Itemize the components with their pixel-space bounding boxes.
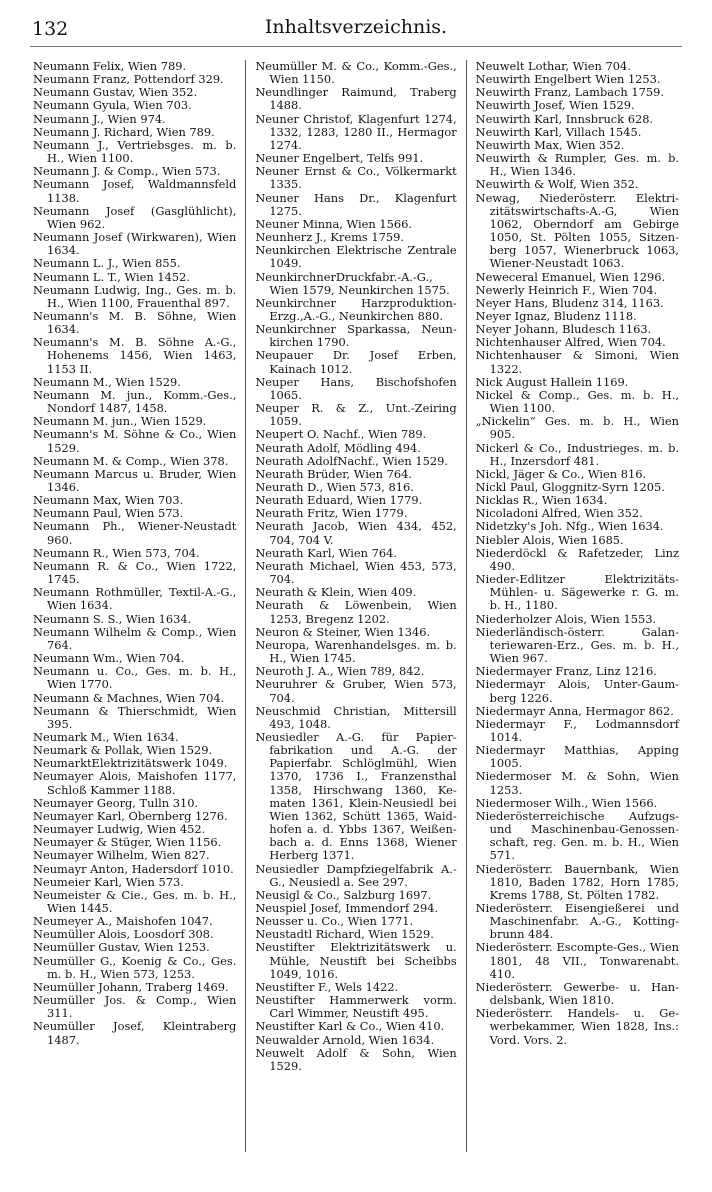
index-entry: Nick August Hallein 1169.: [475, 374, 629, 389]
index-entry: Neumann Wilhelm & Comp., Wien 764.: [33, 624, 237, 652]
index-entry: Niederholzer Alois, Wien 1553.: [475, 611, 657, 626]
column-divider: [466, 60, 467, 1152]
index-entry: Niederösterr. Gewerbe- u. Handelsbank, Wien 1810.: [475, 979, 679, 1008]
index-entry: Neuwirth Franz, Lambach 1759.: [475, 85, 664, 100]
index-entry: Neurath Karl, Wien 764.: [255, 545, 397, 560]
index-entry: Neurath Brüder, Wien 764.: [255, 466, 412, 481]
index-entry: Neustifter F., Wels 1422.: [255, 979, 399, 994]
index-entry: Neumann J. Richard, Wien 789.: [33, 124, 215, 139]
index-entry: Neustifter Hammerwerk vorm. Carl Wimmer, Neustift 495.: [255, 993, 457, 1021]
index-entry: Neurath Adolf, Mödling 494.: [255, 440, 421, 455]
index-entry: Neumann Josef (Wirkwaren), Wien 1634.: [33, 230, 237, 258]
index-entry: Neumark & Pollak, Wien 1529.: [33, 743, 213, 758]
index-entry: Neumann Gyula, Wien 703.: [33, 98, 192, 113]
index-entry: Neumann R. & Co., Wien 1722, 1745.: [33, 558, 237, 587]
index-entry: Neyer Johann, Bludesch 1163.: [475, 322, 652, 337]
index-entry: Neweceral Emanuel, Wien 1296.: [475, 269, 666, 284]
index-entry: Nicklas R., Wien 1634.: [475, 493, 608, 508]
index-entry: Neumayer Georg, Tulln 310.: [33, 795, 199, 810]
index-entry: Neumann M. jun., Komm.-Ges., Nondorf 1487, 1458.: [33, 387, 237, 416]
index-entry: Neuwirth Karl, Innsbruck 628.: [475, 111, 654, 126]
index-entry: Neustadtl Richard, Wien 1529.: [255, 927, 434, 942]
index-entry: Neumann Marcus u. Bruder, Wien 1346.: [33, 466, 237, 494]
index-entry: Neumann R., Wien 573, 704.: [33, 545, 200, 560]
index-entry: Neumann & Thierschmidt, Wien 395.: [33, 703, 237, 731]
index-entry: Neuschmid Christian, Mittersill 493, 1048.: [255, 703, 457, 731]
index-entry: Neusser u. Co., Wien 1771.: [255, 914, 414, 929]
index-entry: Niederösterr. Bauernbank, Wien 1810, Baden 1782, Horn 1785, Krems 1788, St. Pölten 1782.: [475, 861, 679, 902]
index-entry: Neuwirth Josef, Wien 1529.: [475, 98, 635, 113]
index-entry: Neuwirth Engelbert Wien 1253.: [475, 72, 661, 87]
index-entry: Neumann J. & Comp., Wien 573.: [33, 164, 221, 179]
index-entry: Neunkirchen Elektrische Zentrale 1049.: [255, 243, 457, 271]
index-column-3: [473, 60, 682, 1180]
index-entry: Neumann's M. B. Söhne, Wien 1634.: [33, 308, 237, 337]
index-entry: Neumann S. S., Wien 1634.: [33, 611, 192, 626]
index-entry: Neurath D., Wien 573, 816.: [255, 480, 414, 494]
index-entry: Neupauer Dr. Josef Erben, Kainach 1012.: [255, 348, 457, 376]
index-entry: Nickl Paul, Gloggnitz-Syrn 1205.: [475, 480, 665, 494]
index-entry: Niederösterr. Handels- u. Gewerbekammer, Wien 1828, Ins.: Vord. Vors. 2.: [475, 1006, 679, 1047]
index-entry: Neumayer Ludwig, Wien 452.: [33, 822, 206, 837]
index-entry: Neunherz J., Krems 1759.: [255, 230, 404, 245]
index-entry: Neuwirth & Wolf, Wien 352.: [475, 177, 639, 192]
index-entry: Niedermayr Alois, Unter-Gaumberg 1226.: [475, 677, 679, 705]
index-entry: Neusiedler A.-G. für Papierfabrikation und A.-G. der Papierfabr. Schlöglmühl, Wien 1370, 1736 I., Franzensthal 1358, Hirschwang 1360, Kematen 1361, Klein-Neusiedl bei Wien 1362, Schütt 1365, Waidhofen a. d. Ybbs 1367, Weißenbach a. d. Enns 1368, Wiener Herberg 1371.: [255, 729, 457, 863]
index-entry: Neumüller Jos. & Comp., Wien 311.: [33, 993, 237, 1021]
index-entry: Neumann Ph., Wiener-Neustadt 960.: [33, 519, 237, 547]
index-entry: Nickerl & Co., Industrieges. m. b. H., Inzersdorf 481.: [475, 440, 679, 468]
index-entry: Neumann Wm., Wien 704.: [33, 651, 185, 666]
index-entry: Neumeyer A., Maishofen 1047.: [33, 914, 213, 929]
index-entry: Niedermayer Franz, Linz 1216.: [475, 664, 657, 679]
index-entry: Neurath AdolfNachf., Wien 1529.: [255, 453, 448, 468]
index-entry: Neumann's M. B. Söhne A.-G., Hohenems 1456, Wien 1463, 1153 II.: [33, 335, 237, 376]
index-entry: Niedermayr Anna, Hermagor 862.: [475, 703, 674, 718]
index-entry: Niederösterr. Escompte-Ges., Wien 1801, 48 VII., Tonwarenabt. 410.: [475, 940, 679, 981]
index-entry: Neuper Hans, Bischofshofen 1065.: [255, 374, 457, 402]
index-entry: Nickel & Comp., Ges. m. b. H., Wien 1100.: [475, 387, 679, 416]
index-entry: Nichtenhauser Alfred, Wien 704.: [475, 335, 666, 350]
index-entry: Neumann J., Vertriebsges. m. b. H., Wien 1100.: [33, 137, 237, 166]
index-entry: Neuwirth & Rumpler, Ges. m. b. H., Wien 1346.: [475, 151, 679, 179]
index-column-2: [252, 60, 459, 1180]
index-entry: Neumayer & Stüger, Wien 1156.: [33, 835, 222, 850]
index-entry: NeunkirchnerDruckfabr.-A.-G., Wien 1579, Neunkirchen 1575.: [255, 269, 450, 297]
index-entry: Neuner Ernst & Co., Völkermarkt 1335.: [255, 164, 457, 192]
index-entry: Neustifter Karl & Co., Wien 410.: [255, 1019, 445, 1034]
index-entry: Neuroth J. A., Wien 789, 842.: [255, 664, 425, 679]
index-entry: Niedermoser Wilh., Wien 1566.: [475, 795, 658, 810]
index-entry: Neumann & Machnes, Wien 704.: [33, 690, 225, 705]
index-entry: Neumann M. & Comp., Wien 378.: [33, 453, 229, 468]
index-entry: Neuruhrer & Gruber, Wien 573, 704.: [255, 677, 457, 705]
index-entry: Neumann J., Wien 974.: [33, 111, 166, 126]
index-entry: Neustifter Elektrizitätswerk u. Mühle, Neustift bei Scheibbs 1049, 1016.: [255, 940, 457, 981]
index-entry: Neumayer Wilhelm, Wien 827.: [33, 848, 210, 863]
index-entry: Neuwelt Lothar, Wien 704.: [475, 59, 631, 73]
index-entry: Neurath Jacob, Wien 434, 452, 704, 704 V.: [255, 519, 457, 547]
index-entry: Neumann Felix, Wien 789.: [33, 59, 187, 73]
index-entry: Neuwelt Adolf & Sohn, Wien 1529.: [255, 1045, 457, 1073]
index-entry: Neusiedler Dampfziegelfabrik A.-G., Neusiedl a. See 297.: [255, 861, 457, 889]
index-entry: Neumann Josef, Waldmannsfeld 1138.: [33, 177, 237, 205]
index-entry: Neuner Christof, Klagenfurt 1274, 1332, 1283, 1280 II., Hermagor 1274.: [255, 111, 457, 152]
index-entry: Neurath Fritz, Wien 1779.: [255, 506, 408, 521]
index-entry: Neumark M., Wien 1634.: [33, 729, 179, 744]
index-entry: Neurath Eduard, Wien 1779.: [255, 493, 423, 508]
index-entry: Neuropa, Warenhandelsges. m. b. H., Wien 1745.: [255, 637, 457, 666]
index-entry: Neumann Franz, Pottendorf 329.: [33, 72, 224, 87]
index-entry: Nieder-Edlitzer Elektrizitäts-Mühlen- u. Sägewerke r. G. m. b. H., 1180.: [475, 572, 679, 613]
index-entry: Neunkirchner Sparkassa, Neunkirchen 1790.: [255, 322, 457, 350]
index-entry: Neyer Ignaz, Bludenz 1118.: [475, 308, 637, 323]
index-entry: Neumüller Johann, Traberg 1469.: [33, 979, 229, 994]
index-entry: Neurath Michael, Wien 453, 573, 704.: [255, 558, 457, 587]
index-entry: Neumüller Alois, Loosdorf 308.: [33, 927, 214, 942]
index-entry: Neumann L. T., Wien 1452.: [33, 269, 190, 284]
index-entry: „Nickelin“ Ges. m. b. H., Wien 905.: [475, 414, 679, 442]
index-entry: Niedermayr Matthias, Apping 1005.: [475, 743, 679, 771]
index-entry: Niederösterr. Eisengießerei und Maschinenfabr. A.-G., Kottingbrunn 484.: [475, 901, 679, 942]
column-divider: [245, 60, 246, 1152]
index-entry: Neuspiel Josef, Immendorf 294.: [255, 901, 439, 915]
index-entry: Newerly Heinrich F., Wien 704.: [475, 282, 658, 297]
index-entry: Nicoladoni Alfred, Wien 352.: [475, 506, 643, 521]
index-entry: Neumann Max, Wien 703.: [33, 493, 184, 508]
index-columns: [30, 60, 682, 1180]
index-entry: Neuper R. & Z., Unt.-Zeiring 1059.: [255, 401, 457, 429]
index-entry: Neuron & Steiner, Wien 1346.: [255, 624, 431, 639]
index-entry: Neuner Minna, Wien 1566.: [255, 216, 412, 231]
index-entry: Neumann Gustav, Wien 352.: [33, 85, 198, 100]
index-entry: Neumeier Karl, Wien 573.: [33, 874, 184, 889]
index-entry: Neumann Josef (Gasglühlicht), Wien 962.: [33, 203, 237, 231]
index-entry: Neumayer Alois, Maishofen 1177, Schloß Kammer 1188.: [33, 769, 237, 797]
index-entry: Neupert O. Nachf., Wien 789.: [255, 427, 427, 442]
index-entry: Neumüller G., Koenig & Co., Ges. m. b. H., Wien 573, 1253.: [33, 953, 237, 981]
index-entry: Neumann Paul, Wien 573.: [33, 506, 184, 521]
index-entry: Neumüller Gustav, Wien 1253.: [33, 940, 210, 955]
index-entry: Niederdöckl & Rafetzeder, Linz 490.: [475, 545, 679, 573]
page-title: Inhaltsverzeichnis.: [264, 16, 448, 38]
index-entry: Neuwirth Max, Wien 352.: [475, 137, 625, 152]
index-entry: Neumüller Josef, Kleintraberg 1487.: [33, 1019, 237, 1047]
index-entry: Niederländisch-österr. Galanteriewaren-Erz., Ges. m. b. H., Wien 967.: [475, 624, 679, 666]
index-entry: Neumüller M. & Co., Komm.-Ges., Wien 1150.: [255, 59, 457, 87]
index-entry: Neumann Ludwig, Ing., Ges. m. b. H., Wien 1100, Frauenthal 897.: [33, 282, 237, 310]
index-column-1: [30, 60, 239, 1180]
index-entry: Neuner Hans Dr., Klagenfurt 1275.: [255, 190, 457, 218]
index-entry: Neumann Rothmüller, Textil-A.-G., Wien 1634.: [33, 585, 237, 613]
page-header: [30, 12, 682, 47]
index-entry: Neumann M., Wien 1529.: [33, 374, 181, 389]
index-entry: Niederösterreichische Aufzugs- und Maschinenbau-Genossenschaft, reg. Gen. m. b. H., Wien 571.: [475, 808, 679, 863]
index-entry: Neundlinger Raimund, Traberg 1488.: [255, 85, 457, 113]
index-entry: Neurath & Klein, Wien 409.: [255, 585, 417, 600]
index-entry: Niedermayr F., Lodmannsdorf 1014.: [475, 716, 679, 744]
index-entry: Niedermoser M. & Sohn, Wien 1253.: [475, 769, 679, 797]
index-entry: Neuwirth Karl, Villach 1545.: [475, 124, 642, 139]
index-entry: Neusigl & Co., Salzburg 1697.: [255, 887, 432, 902]
index-entry: Neumann's M. Söhne & Co., Wien 1529.: [33, 427, 237, 455]
index-entry: Neumann u. Co., Ges. m. b. H., Wien 1770.: [33, 664, 237, 692]
index-entry: Nichtenhauser & Simoni, Wien 1322.: [475, 348, 679, 376]
index-entry: Neumayr Anton, Hadersdorf 1010.: [33, 861, 234, 876]
index-entry: Nickl, Jäger & Co., Wien 816.: [475, 466, 647, 481]
page-number: 132: [32, 18, 69, 40]
index-entry: Neunkirchner HarzproduktionErzg.,A.-G., Neunkirchen 880.: [255, 295, 457, 323]
index-entry: Neuner Engelbert, Telfs 991.: [255, 151, 424, 166]
index-entry: Neurath & Löwenbein, Wien 1253, Bregenz 1202.: [255, 598, 457, 626]
index-entry: Neyer Hans, Bludenz 314, 1163.: [475, 295, 664, 310]
index-entry: Neumeister & Cie., Ges. m. b. H., Wien 1445.: [33, 887, 237, 915]
index-entry: NeumarktElektrizitätswerk 1049.: [33, 756, 228, 771]
index-entry: Nidetzky's Joh. Nfg., Wien 1634.: [475, 519, 664, 534]
index-entry: Neuwalder Arnold, Wien 1634.: [255, 1032, 435, 1047]
index-entry: Neumayer Karl, Obernberg 1276.: [33, 808, 228, 823]
index-entry: Niebler Alois, Wien 1685.: [475, 532, 624, 547]
index-entry: Neumann L. J., Wien 855.: [33, 256, 181, 271]
index-entry: Neumann M. jun., Wien 1529.: [33, 414, 207, 429]
index-entry: Newag, Niederösterr. Elektrizitätswirtschafts-A.-G, Wien 1062, Oberndorf am Gebirge 1050, St. Pölten 1055, Sitzenberg 1057, Wienerbruck 1063, Wiener-Neustadt 1063.: [475, 190, 679, 271]
